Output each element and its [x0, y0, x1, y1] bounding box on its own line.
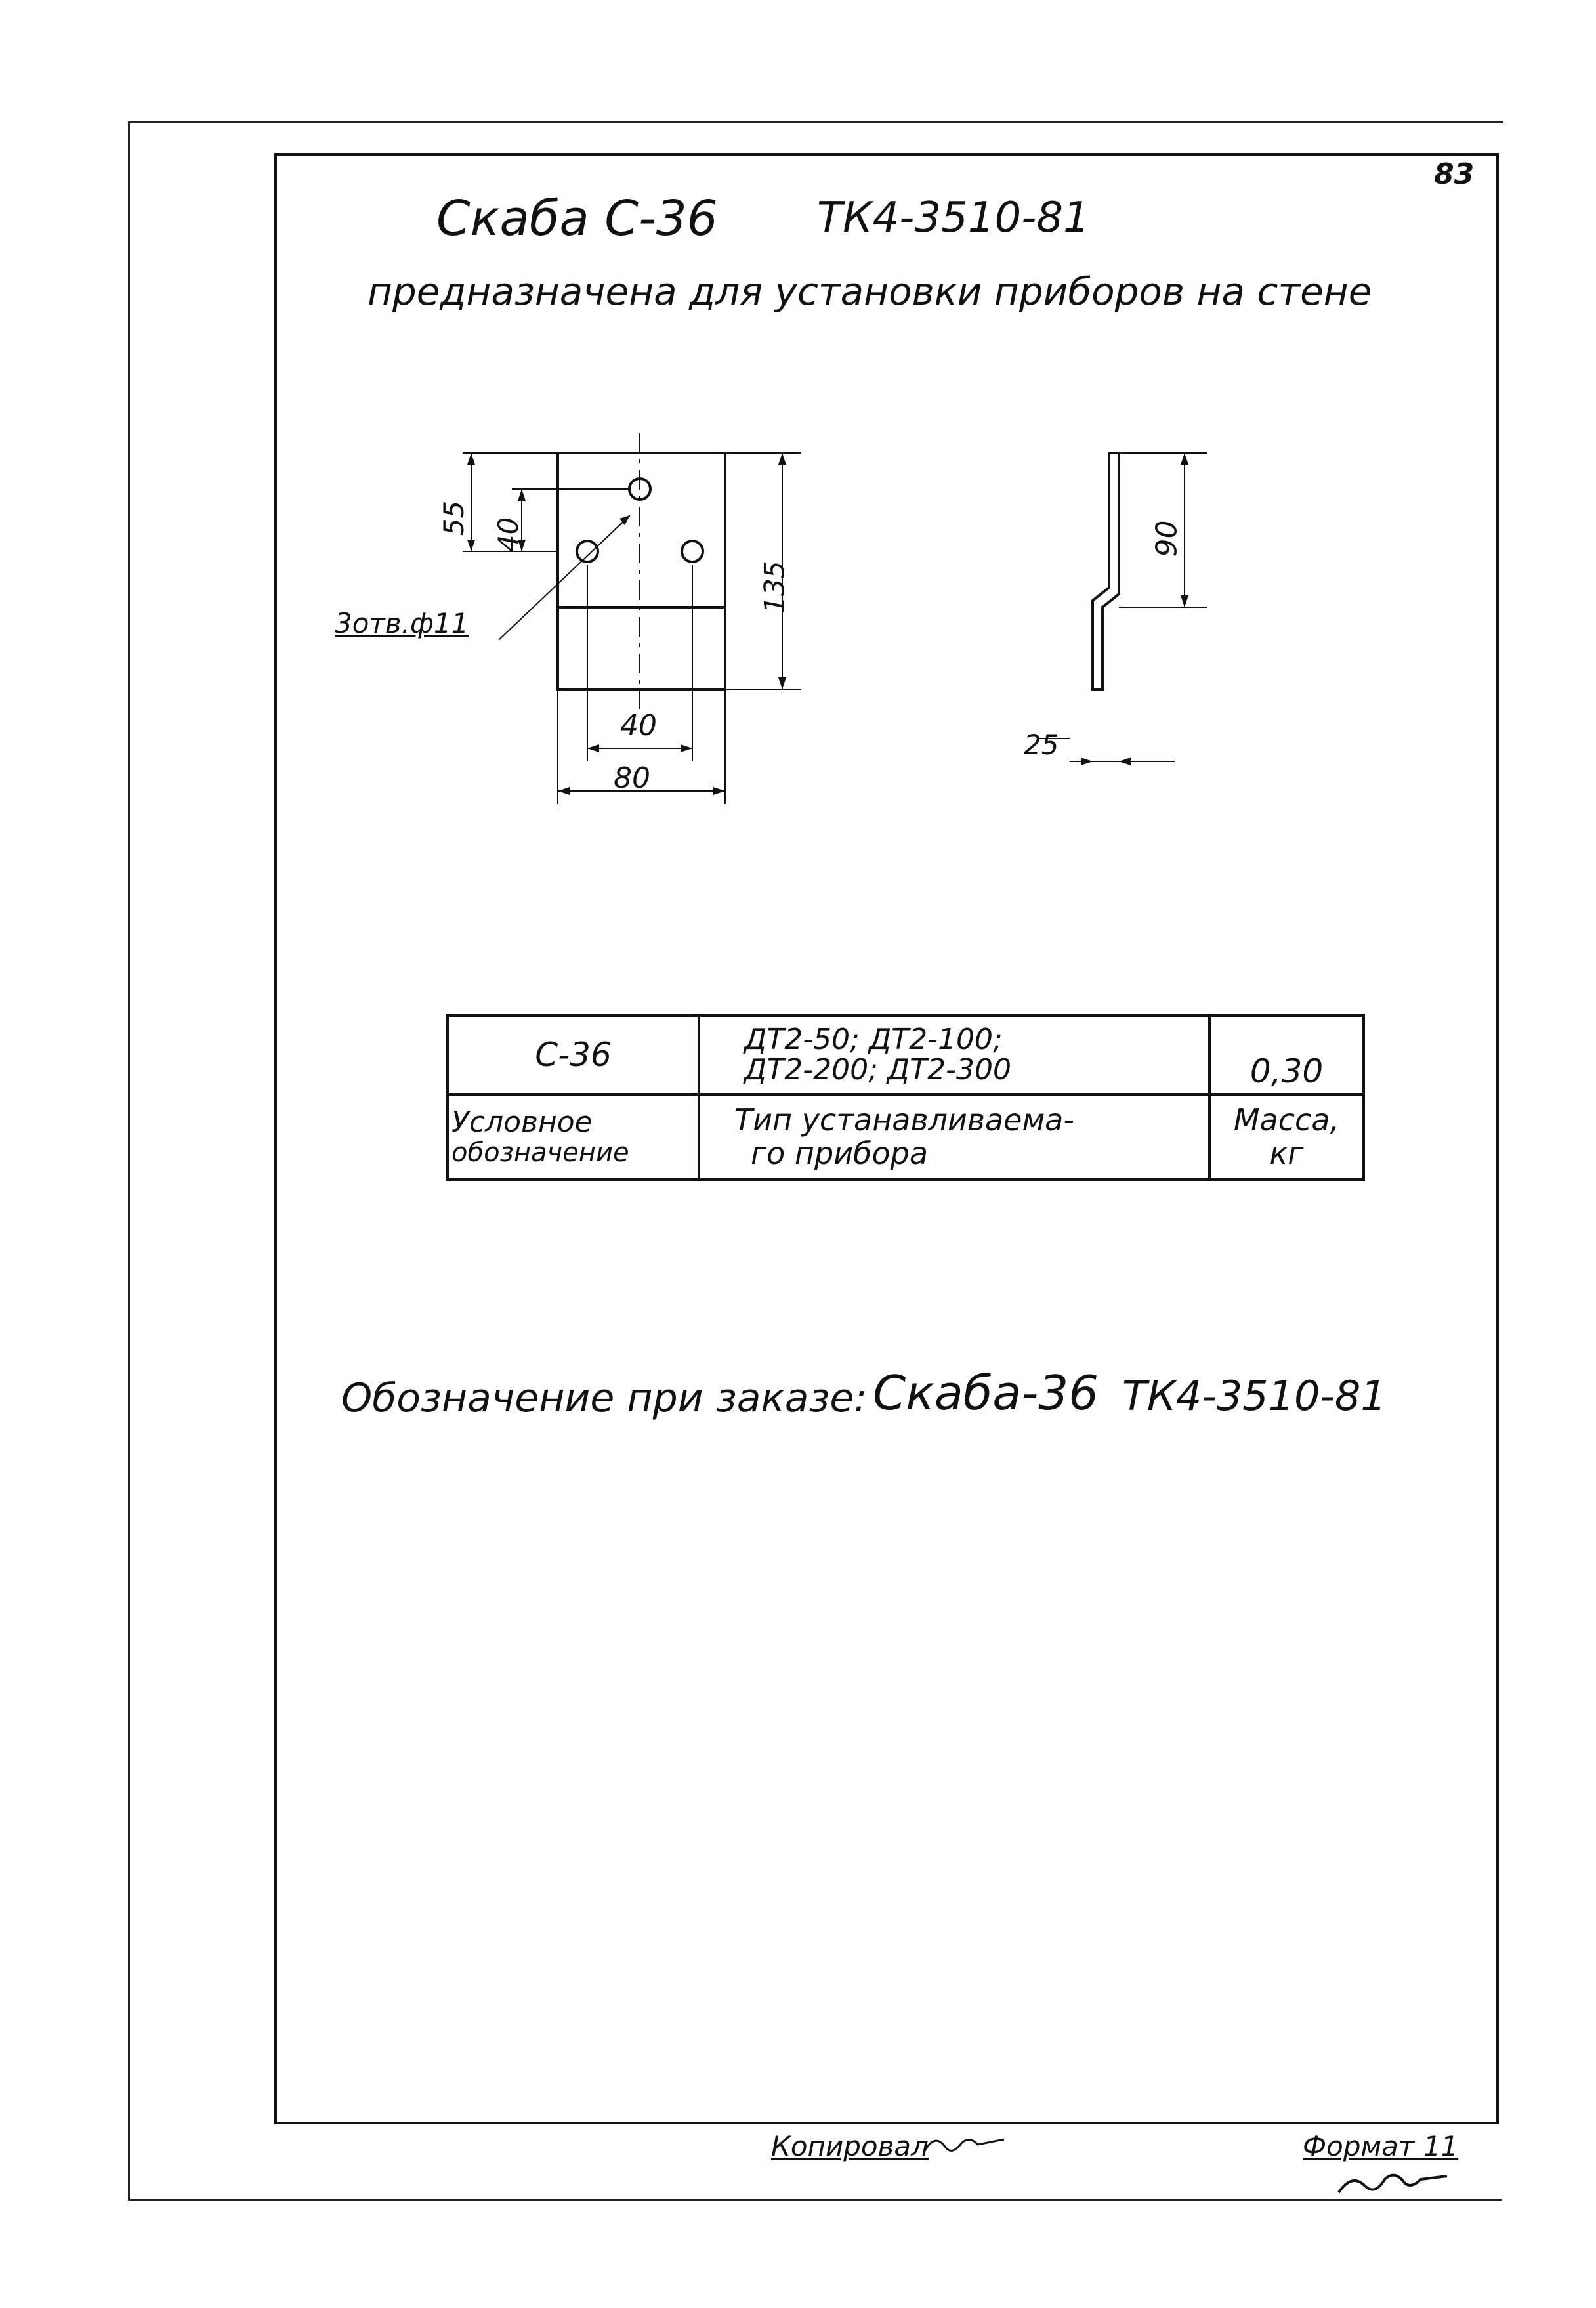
dimension-90: 90	[1150, 520, 1184, 557]
mass-value: 0,30	[1209, 1015, 1364, 1094]
holes-callout: 3отв.ф11	[335, 607, 469, 639]
dimension-40-vertical: 40	[492, 517, 525, 553]
dimension-25: 25	[1024, 729, 1059, 761]
order-designation-value: Скаба-36	[873, 1365, 1099, 1421]
title-document-code: ТК4-3510-81	[817, 194, 1090, 242]
dimension-135: 135	[758, 561, 791, 614]
dimension-80: 80	[614, 761, 650, 795]
device-type-header-line-1: Тип устанавливаема-	[734, 1102, 1074, 1138]
device-types-line-1: ДТ2-50; ДТ2-100;	[744, 1022, 1003, 1056]
device-type-header-line-2: го прибора	[751, 1136, 929, 1171]
mass-header-line-2: кг	[1269, 1136, 1304, 1171]
dimension-40-horizontal: 40	[620, 709, 657, 742]
order-designation-label: Обозначение при заказе:	[341, 1375, 868, 1421]
format-label: Формат 11	[1303, 2130, 1459, 2162]
designation-header-line-2: обозначение	[452, 1138, 629, 1168]
page-number: 83	[1434, 158, 1475, 191]
designation-value: С-36	[448, 1015, 699, 1094]
device-types-line-2: ДТ2-200; ДТ2-300	[744, 1053, 1012, 1086]
order-designation-code: ТК4-3510-81	[1122, 1372, 1387, 1420]
title-purpose: предназначена для установки приборов на стене	[368, 269, 1372, 314]
title-part-name: Скаба С-36	[436, 190, 718, 247]
designation-header-line-1: Условное	[452, 1105, 593, 1139]
copied-by-label: Копировал	[771, 2130, 929, 2162]
dimension-55: 55	[438, 500, 471, 536]
mass-header-line-1: Масса,	[1233, 1102, 1340, 1138]
